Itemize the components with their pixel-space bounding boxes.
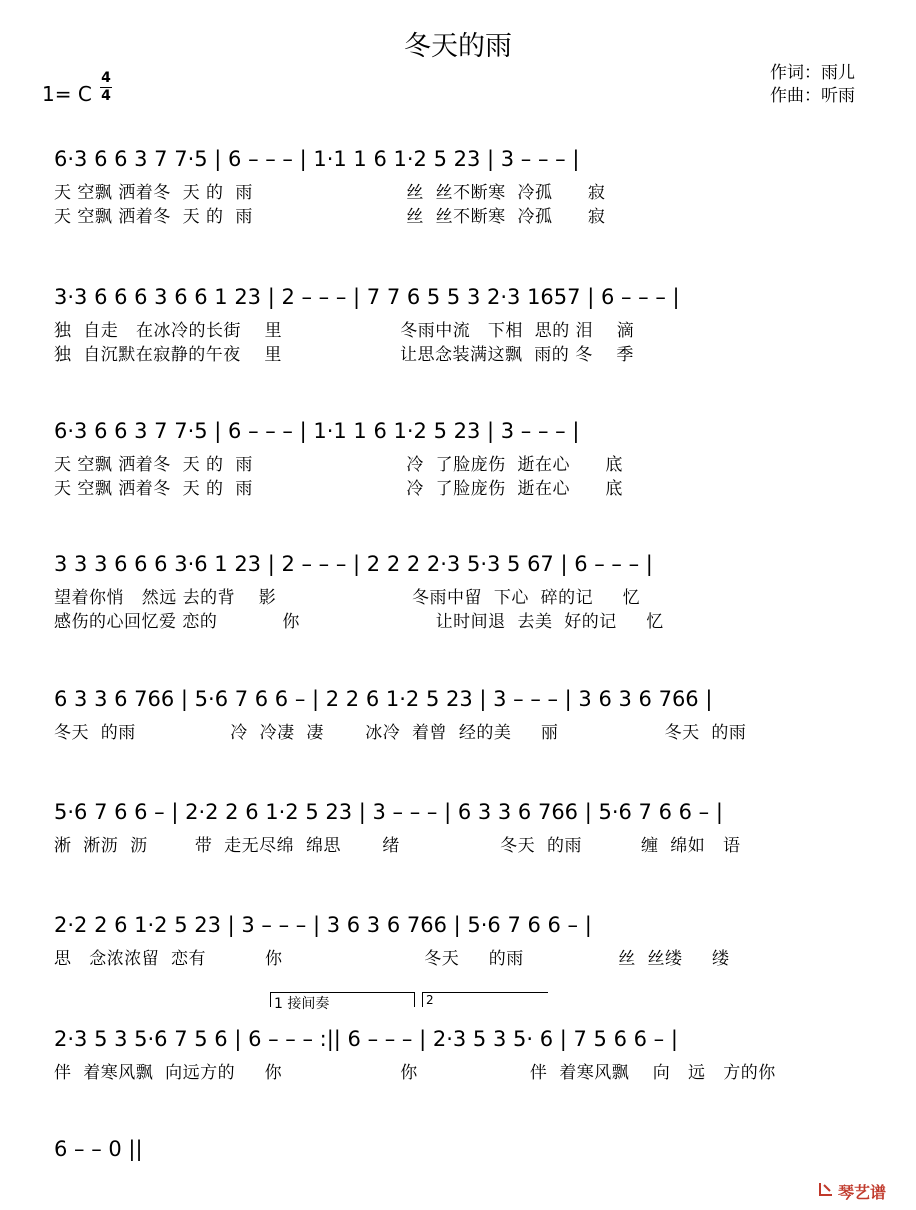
notation-text: 3·3 6 6 6 3 6 6 1 23 | 2 – – – | 7 7 6 5 5 3 2·3 1657 | 6 – – – | bbox=[54, 285, 680, 309]
meter-bottom: 4 bbox=[101, 88, 111, 104]
lyricist-credit: 作词：雨儿 bbox=[770, 63, 855, 83]
key-signature: 1= C bbox=[42, 82, 92, 106]
notation-text: 6 3 3 6 766 | 5·6 7 6 6 – | 2 2 6 1·2 5 23 | 3 – – – | 3 6 3 6 766 | bbox=[54, 687, 713, 711]
lyrics-line: 天 空飘 洒着冬 天 的 雨 冷 了脸庞伤 逝在心 底 bbox=[54, 455, 623, 475]
credits bbox=[770, 62, 855, 108]
notation-line bbox=[54, 680, 874, 720]
notation-text: 6·3 6 6 3 7 7·5 | 6 – – – | 1·1 1 6 1·2 5 23 | 3 – – – | bbox=[54, 419, 580, 443]
notation-text: 3 3 3 6 6 6 3·6 1 23 | 2 – – – | 2 2 2 2·3 5·3 5 67 | 6 – – – | bbox=[54, 552, 653, 576]
notation-text: 6·3 6 6 3 7 7·5 | 6 – – – | 1·1 1 6 1·2 5 23 | 3 – – – | bbox=[54, 147, 580, 171]
notation-line bbox=[54, 140, 874, 180]
lyrics-line: 独 自沉默在寂静的午夜 里 让思念装满这飘 雨的 冬 季 bbox=[54, 345, 634, 365]
notation-text: 2·2 2 6 1·2 5 23 | 3 – – – | 3 6 3 6 766 | 5·6 7 6 6 – | bbox=[54, 913, 592, 937]
composer-credit: 作曲：听雨 bbox=[770, 86, 855, 106]
brand-logo-icon bbox=[818, 1181, 834, 1197]
notation-line bbox=[54, 793, 874, 833]
notation-text: 6 – – 0 || bbox=[54, 1137, 143, 1161]
lyrics-line: 伴 着寒风飘 向远方的 你 你 伴 着寒风飘 向 远 方的你 bbox=[54, 1063, 776, 1083]
watermark: 琴艺谱 bbox=[838, 1183, 887, 1202]
meter-top: 4 bbox=[101, 70, 111, 86]
notation-line bbox=[54, 545, 874, 585]
notation-text: 5·6 7 6 6 – | 2·2 2 6 1·2 5 23 | 3 – – – | 6 3 3 6 766 | 5·6 7 6 6 – | bbox=[54, 800, 723, 824]
notation-line bbox=[54, 412, 874, 452]
lyrics-line: 冬天 的雨 冷 冷凄 凄 冰冷 着曾 经的美 丽 冬天 的雨 bbox=[54, 723, 747, 743]
notation-line bbox=[54, 1130, 874, 1170]
song-title: 冬天的雨 bbox=[404, 31, 512, 62]
lyrics-line: 淅 淅沥 沥 带 走无尽绵 绵思 绪 冬天 的雨 缠 绵如 语 bbox=[54, 836, 741, 856]
notation-text: 2·3 5 3 5·6 7 5 6 | 6 – – – :|| 6 – – – | 2·3 5 3 5· 6 | 7 5 6 6 – | bbox=[54, 1027, 678, 1051]
lyrics-line: 天 空飘 洒着冬 天 的 雨 冷 了脸庞伤 逝在心 底 bbox=[54, 479, 623, 499]
time-signature bbox=[98, 70, 114, 105]
lyrics-line: 天 空飘 洒着冬 天 的 雨 丝 丝不断寒 冷孤 寂 bbox=[54, 183, 606, 203]
lyrics-line: 感伤的心回忆爱 恋的 你 让时间退 去美 好的记 忆 bbox=[54, 612, 664, 632]
lyrics-line: 天 空飘 洒着冬 天 的 雨 丝 丝不断寒 冷孤 寂 bbox=[54, 207, 606, 227]
volta-first-ending: 1 接间奏 bbox=[270, 992, 415, 1007]
notation-line bbox=[54, 1020, 874, 1060]
lyrics-line: 思 念浓浓留 恋有 你 冬天 的雨 丝 丝缕 缕 bbox=[54, 949, 730, 969]
notation-line bbox=[54, 906, 874, 946]
lyrics-line: 望着你悄 然远 去的背 影 冬雨中留 下心 碎的记 忆 bbox=[54, 588, 641, 608]
notation-line bbox=[54, 278, 874, 318]
lyrics-line: 独 自走 在冰冷的长街 里 冬雨中流 下相 思的 泪 滴 bbox=[54, 321, 635, 341]
volta-second-ending: 2 bbox=[422, 992, 548, 1007]
